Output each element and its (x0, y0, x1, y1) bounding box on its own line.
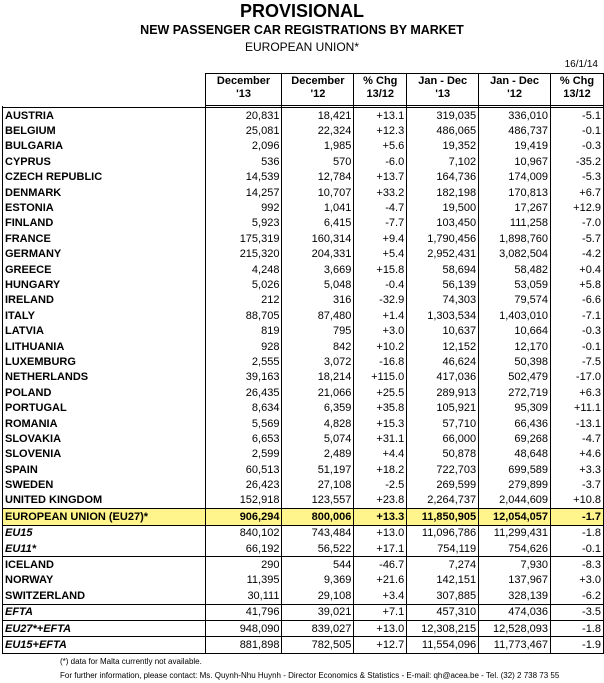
table-row (3, 637, 604, 653)
value-cell: 41,796 (205, 604, 282, 620)
value-cell: 39,021 (282, 604, 354, 620)
value-cell: 12,308,215 (407, 620, 479, 636)
value-cell: 14,257 (205, 185, 282, 200)
value-cell: -4.7 (354, 200, 407, 215)
value-cell: -7.1 (551, 308, 604, 323)
value-cell: +18.2 (354, 462, 407, 477)
value-cell: 782,505 (282, 637, 354, 653)
value-cell: +13.3 (354, 509, 407, 525)
value-cell: 175,319 (205, 231, 282, 246)
market-name: LITHUANIA (3, 339, 206, 354)
value-cell: 5,074 (282, 431, 354, 446)
value-cell: 56,522 (282, 541, 354, 557)
value-cell: +12.3 (354, 123, 407, 138)
report-status-title: PROVISIONAL (239, 1, 364, 21)
table-row (3, 447, 604, 462)
value-cell: 11,773,467 (479, 637, 551, 653)
value-cell: 269,599 (407, 477, 479, 492)
value-cell: +33.2 (354, 185, 407, 200)
value-cell: 60,513 (205, 462, 282, 477)
market-name: POLAND (3, 385, 206, 400)
value-cell: -6.0 (354, 154, 407, 169)
value-cell: 544 (282, 557, 354, 573)
value-cell: +115.0 (354, 370, 407, 385)
market-name: ICELAND (3, 557, 206, 573)
value-cell: 486,737 (479, 123, 551, 138)
table-row (3, 185, 604, 200)
market-name: IRELAND (3, 293, 206, 308)
value-cell: +4.4 (354, 447, 407, 462)
value-cell: -2.5 (354, 477, 407, 492)
value-cell: 88,705 (205, 308, 282, 323)
column-header: % Chg 13/12 (551, 74, 604, 106)
value-cell: 11,395 (205, 573, 282, 588)
value-cell: -0.3 (551, 323, 604, 338)
value-cell: 2,599 (205, 447, 282, 462)
value-cell: 17,267 (479, 200, 551, 215)
table-row (3, 139, 604, 154)
value-cell: 474,036 (479, 604, 551, 620)
value-cell: 174,009 (479, 170, 551, 185)
table-row (3, 339, 604, 354)
value-cell: 50,878 (407, 447, 479, 462)
value-cell: +3.0 (354, 323, 407, 338)
table-row (3, 293, 604, 308)
table-row (3, 573, 604, 588)
header-corner (3, 74, 206, 106)
value-cell: 137,967 (479, 573, 551, 588)
value-cell: 204,331 (282, 247, 354, 262)
table-row (3, 462, 604, 477)
value-cell: 819 (205, 323, 282, 338)
value-cell: 5,923 (205, 216, 282, 231)
value-cell: 170,813 (479, 185, 551, 200)
value-cell: 1,403,010 (479, 308, 551, 323)
value-cell: 20,831 (205, 108, 282, 124)
report-title: NEW PASSENGER CAR REGISTRATIONS BY MARKET (140, 23, 464, 37)
value-cell: +13.7 (354, 170, 407, 185)
market-name: UNITED KINGDOM (3, 493, 206, 509)
value-cell: 142,151 (407, 573, 479, 588)
value-cell: 722,703 (407, 462, 479, 477)
value-cell: 6,415 (282, 216, 354, 231)
value-cell: 1,790,456 (407, 231, 479, 246)
value-cell: -5.1 (551, 108, 604, 124)
registrations-table (2, 73, 604, 654)
value-cell: 754,119 (407, 541, 479, 557)
value-cell: +5.8 (551, 277, 604, 292)
value-cell: -4.7 (551, 431, 604, 446)
value-cell: +23.8 (354, 493, 407, 509)
value-cell: -0.1 (551, 541, 604, 557)
value-cell: 2,952,431 (407, 247, 479, 262)
value-cell: 152,918 (205, 493, 282, 509)
value-cell: -1.7 (551, 509, 604, 525)
market-name: GERMANY (3, 247, 206, 262)
report-date: 16/1/14 (564, 59, 598, 70)
table-row (3, 277, 604, 292)
value-cell: +6.7 (551, 185, 604, 200)
value-cell: +13.1 (354, 108, 407, 124)
value-cell: 842 (282, 339, 354, 354)
market-name: EU27*+EFTA (3, 620, 206, 636)
market-name: AUSTRIA (3, 108, 206, 124)
value-cell: 11,299,431 (479, 525, 551, 541)
value-cell: 795 (282, 323, 354, 338)
value-cell: -6.6 (551, 293, 604, 308)
value-cell: -7.7 (354, 216, 407, 231)
value-cell: 48,648 (479, 447, 551, 462)
market-name: BULGARIA (3, 139, 206, 154)
table-row (3, 323, 604, 338)
market-name: NORWAY (3, 573, 206, 588)
market-name: ESTONIA (3, 200, 206, 215)
market-name: HUNGARY (3, 277, 206, 292)
column-header: December '13 (205, 74, 282, 106)
value-cell: 18,214 (282, 370, 354, 385)
value-cell: -3.7 (551, 477, 604, 492)
value-cell: 66,192 (205, 541, 282, 557)
value-cell: 212 (205, 293, 282, 308)
value-cell: +10.2 (354, 339, 407, 354)
table-row (3, 557, 604, 573)
value-cell: 66,436 (479, 416, 551, 431)
value-cell: 215,320 (205, 247, 282, 262)
value-cell: 19,500 (407, 200, 479, 215)
value-cell: -7.5 (551, 354, 604, 369)
market-name: CYPRUS (3, 154, 206, 169)
value-cell: 66,000 (407, 431, 479, 446)
value-cell: 6,359 (282, 400, 354, 415)
value-cell: 5,026 (205, 277, 282, 292)
value-cell: -35.2 (551, 154, 604, 169)
value-cell: 69,268 (479, 431, 551, 446)
market-name: EFTA (3, 604, 206, 620)
contact-info: For further information, please contact: Ms. Quynh-Nhu Huynh - Director Economics & Statistics - E-mail: qh@acea.be - Tel. (32) 2 738 73 55 (60, 671, 560, 680)
market-name: SWITZERLAND (3, 588, 206, 604)
value-cell: 5,569 (205, 416, 282, 431)
value-cell: +21.6 (354, 573, 407, 588)
value-cell: 1,898,760 (479, 231, 551, 246)
footnote: (*) data for Malta currently not available. (60, 657, 202, 666)
market-name: SLOVAKIA (3, 431, 206, 446)
value-cell: 79,574 (479, 293, 551, 308)
table-row (3, 588, 604, 604)
value-cell: -5.7 (551, 231, 604, 246)
table-row (3, 620, 604, 636)
value-cell: -3.5 (551, 604, 604, 620)
value-cell: 3,072 (282, 354, 354, 369)
column-header: % Chg 13/12 (354, 74, 407, 106)
value-cell: 2,264,737 (407, 493, 479, 509)
table-row (3, 200, 604, 215)
value-cell: +3.3 (551, 462, 604, 477)
value-cell: +17.1 (354, 541, 407, 557)
market-name: DENMARK (3, 185, 206, 200)
value-cell: 51,197 (282, 462, 354, 477)
value-cell: 12,170 (479, 339, 551, 354)
value-cell: 336,010 (479, 108, 551, 124)
value-cell: 14,539 (205, 170, 282, 185)
value-cell: 123,557 (282, 493, 354, 509)
value-cell: 7,102 (407, 154, 479, 169)
table-row (3, 108, 604, 124)
value-cell: -0.1 (551, 123, 604, 138)
value-cell: 9,369 (282, 573, 354, 588)
market-name: PORTUGAL (3, 400, 206, 415)
value-cell: +9.4 (354, 231, 407, 246)
value-cell: 948,090 (205, 620, 282, 636)
value-cell: -1.9 (551, 637, 604, 653)
value-cell: +31.1 (354, 431, 407, 446)
value-cell: 87,480 (282, 308, 354, 323)
value-cell: +0.4 (551, 262, 604, 277)
value-cell: 164,736 (407, 170, 479, 185)
table-row (3, 247, 604, 262)
value-cell: 58,694 (407, 262, 479, 277)
value-cell: 26,423 (205, 477, 282, 492)
value-cell: -7.0 (551, 216, 604, 231)
table-row (3, 477, 604, 492)
market-name: CZECH REPUBLIC (3, 170, 206, 185)
table-row (3, 262, 604, 277)
market-name: SWEDEN (3, 477, 206, 492)
value-cell: +1.4 (354, 308, 407, 323)
value-cell: 2,096 (205, 139, 282, 154)
table-row (3, 604, 604, 620)
value-cell: 30,111 (205, 588, 282, 604)
value-cell: 699,589 (479, 462, 551, 477)
value-cell: +15.8 (354, 262, 407, 277)
value-cell: 74,303 (407, 293, 479, 308)
value-cell: 3,082,504 (479, 247, 551, 262)
table-row (3, 216, 604, 231)
value-cell: 536 (205, 154, 282, 169)
value-cell: 992 (205, 200, 282, 215)
value-cell: 319,035 (407, 108, 479, 124)
value-cell: 2,555 (205, 354, 282, 369)
value-cell: 316 (282, 293, 354, 308)
table-row (3, 154, 604, 169)
value-cell: +10.8 (551, 493, 604, 509)
value-cell: 8,634 (205, 400, 282, 415)
value-cell: 46,624 (407, 354, 479, 369)
value-cell: 2,044,609 (479, 493, 551, 509)
table-row (3, 308, 604, 323)
value-cell: 103,450 (407, 216, 479, 231)
market-name: LUXEMBURG (3, 354, 206, 369)
value-cell: 1,041 (282, 200, 354, 215)
table-row (3, 354, 604, 369)
table-row (3, 509, 604, 525)
table-row (3, 493, 604, 509)
value-cell: -4.2 (551, 247, 604, 262)
value-cell: 10,637 (407, 323, 479, 338)
value-cell: 10,664 (479, 323, 551, 338)
market-name: GREECE (3, 262, 206, 277)
value-cell: 27,108 (282, 477, 354, 492)
value-cell: 11,096,786 (407, 525, 479, 541)
table-row (3, 370, 604, 385)
value-cell: 105,921 (407, 400, 479, 415)
value-cell: 289,913 (407, 385, 479, 400)
value-cell: +25.5 (354, 385, 407, 400)
market-name: SPAIN (3, 462, 206, 477)
value-cell: 486,065 (407, 123, 479, 138)
value-cell: -1.8 (551, 525, 604, 541)
value-cell: 12,784 (282, 170, 354, 185)
market-name: EUROPEAN UNION (EU27)* (3, 509, 206, 525)
table-row (3, 541, 604, 557)
value-cell: 53,059 (479, 277, 551, 292)
column-header: Jan - Dec '13 (407, 74, 479, 106)
value-cell: 182,198 (407, 185, 479, 200)
value-cell: 160,314 (282, 231, 354, 246)
value-cell: +12.9 (551, 200, 604, 215)
value-cell: 7,274 (407, 557, 479, 573)
value-cell: 19,352 (407, 139, 479, 154)
table-row (3, 231, 604, 246)
value-cell: 95,309 (479, 400, 551, 415)
value-cell: +4.6 (551, 447, 604, 462)
table-row (3, 525, 604, 541)
table-row (3, 123, 604, 138)
value-cell: 290 (205, 557, 282, 573)
table-row (3, 416, 604, 431)
value-cell: -0.4 (354, 277, 407, 292)
value-cell: -13.1 (551, 416, 604, 431)
value-cell: 26,435 (205, 385, 282, 400)
table-row (3, 170, 604, 185)
value-cell: -8.3 (551, 557, 604, 573)
value-cell: -6.2 (551, 588, 604, 604)
table-header-row (3, 74, 604, 106)
value-cell: 50,398 (479, 354, 551, 369)
value-cell: 22,324 (282, 123, 354, 138)
value-cell: 57,710 (407, 416, 479, 431)
market-name: SLOVENIA (3, 447, 206, 462)
value-cell: 21,066 (282, 385, 354, 400)
value-cell: +7.1 (354, 604, 407, 620)
value-cell: 743,484 (282, 525, 354, 541)
value-cell: 328,139 (479, 588, 551, 604)
market-name: LATVIA (3, 323, 206, 338)
value-cell: +15.3 (354, 416, 407, 431)
value-cell: 111,258 (479, 216, 551, 231)
value-cell: 12,528,093 (479, 620, 551, 636)
value-cell: 19,419 (479, 139, 551, 154)
value-cell: 12,054,057 (479, 509, 551, 525)
market-name: FINLAND (3, 216, 206, 231)
market-name: BELGIUM (3, 123, 206, 138)
value-cell: -5.3 (551, 170, 604, 185)
value-cell: 39,163 (205, 370, 282, 385)
value-cell: 1,985 (282, 139, 354, 154)
value-cell: -0.3 (551, 139, 604, 154)
table-row (3, 431, 604, 446)
value-cell: 754,626 (479, 541, 551, 557)
market-name: NETHERLANDS (3, 370, 206, 385)
value-cell: 417,036 (407, 370, 479, 385)
value-cell: +11.1 (551, 400, 604, 415)
table-row (3, 400, 604, 415)
value-cell: 307,885 (407, 588, 479, 604)
market-name: EU15 (3, 525, 206, 541)
value-cell: 29,108 (282, 588, 354, 604)
value-cell: 4,828 (282, 416, 354, 431)
value-cell: +6.3 (551, 385, 604, 400)
column-header: December '12 (282, 74, 354, 106)
market-name: EU11* (3, 541, 206, 557)
value-cell: 881,898 (205, 637, 282, 653)
value-cell: 10,967 (479, 154, 551, 169)
value-cell: 3,669 (282, 262, 354, 277)
value-cell: -46.7 (354, 557, 407, 573)
value-cell: 570 (282, 154, 354, 169)
value-cell: 10,707 (282, 185, 354, 200)
value-cell: 906,294 (205, 509, 282, 525)
value-cell: 2,489 (282, 447, 354, 462)
value-cell: 839,027 (282, 620, 354, 636)
value-cell: +5.4 (354, 247, 407, 262)
value-cell: +3.4 (354, 588, 407, 604)
value-cell: 800,006 (282, 509, 354, 525)
value-cell: 11,554,096 (407, 637, 479, 653)
market-name: ITALY (3, 308, 206, 323)
value-cell: -1.8 (551, 620, 604, 636)
market-name: EU15+EFTA (3, 637, 206, 653)
value-cell: 11,850,905 (407, 509, 479, 525)
value-cell: 12,152 (407, 339, 479, 354)
value-cell: 928 (205, 339, 282, 354)
value-cell: -17.0 (551, 370, 604, 385)
value-cell: 457,310 (407, 604, 479, 620)
value-cell: 272,719 (479, 385, 551, 400)
value-cell: +13.0 (354, 620, 407, 636)
value-cell: 502,479 (479, 370, 551, 385)
value-cell: 7,930 (479, 557, 551, 573)
value-cell: +13.0 (354, 525, 407, 541)
value-cell: 5,048 (282, 277, 354, 292)
value-cell: +12.7 (354, 637, 407, 653)
value-cell: -0.1 (551, 339, 604, 354)
table-row (3, 385, 604, 400)
value-cell: 58,482 (479, 262, 551, 277)
market-name: ROMANIA (3, 416, 206, 431)
column-header: Jan - Dec '12 (479, 74, 551, 106)
value-cell: 25,081 (205, 123, 282, 138)
value-cell: 1,303,534 (407, 308, 479, 323)
value-cell: +5.6 (354, 139, 407, 154)
region-label: EUROPEAN UNION* (244, 40, 360, 54)
value-cell: -32.9 (354, 293, 407, 308)
market-name: FRANCE (3, 231, 206, 246)
value-cell: 279,899 (479, 477, 551, 492)
value-cell: 4,248 (205, 262, 282, 277)
value-cell: 56,139 (407, 277, 479, 292)
value-cell: 18,421 (282, 108, 354, 124)
value-cell: 840,102 (205, 525, 282, 541)
value-cell: +35.8 (354, 400, 407, 415)
value-cell: +3.0 (551, 573, 604, 588)
value-cell: 6,653 (205, 431, 282, 446)
value-cell: -16.8 (354, 354, 407, 369)
